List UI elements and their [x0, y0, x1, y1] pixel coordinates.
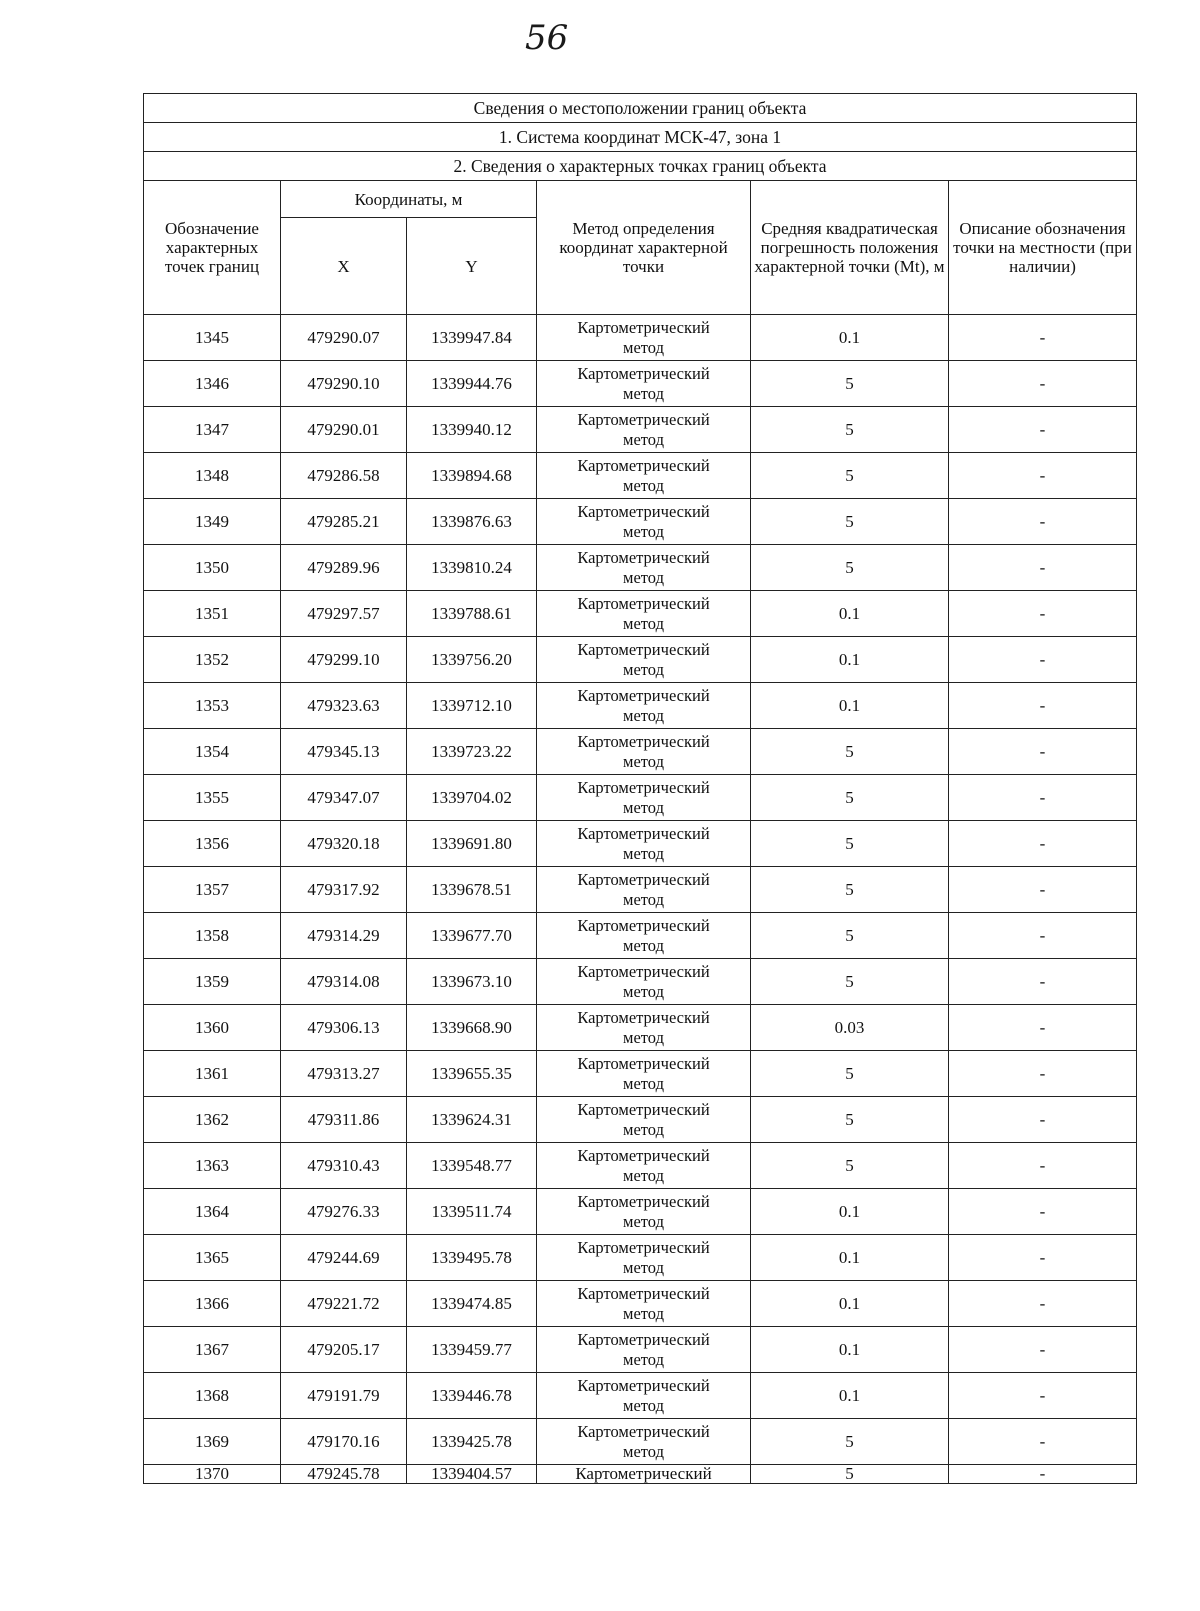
cell-method: [537, 1143, 751, 1189]
cell-description: -: [949, 1281, 1137, 1327]
cell-error: 0.03: [751, 1005, 949, 1051]
cell-point: 1346: [144, 361, 281, 407]
method-line-2: метод: [623, 1073, 664, 1093]
cell-method: [537, 913, 751, 959]
title-row-coord-system: [144, 123, 1137, 152]
cell-x: 479310.43: [281, 1143, 407, 1189]
cell-method: [537, 775, 751, 821]
method-line-2: метод: [623, 705, 664, 725]
method-line-2: метод: [623, 1303, 664, 1323]
table-row: [144, 1373, 1137, 1419]
method-line-2: метод: [623, 935, 664, 955]
cell-method: [537, 407, 751, 453]
table-row: [144, 1051, 1137, 1097]
table-row: [144, 499, 1137, 545]
cell-y: 1339944.76: [407, 361, 537, 407]
cell-method: [537, 499, 751, 545]
method-line-1: Картометрический: [577, 777, 710, 797]
method-line-2: метод: [623, 383, 664, 403]
cell-y: 1339788.61: [407, 591, 537, 637]
header-y: Y: [407, 218, 537, 315]
cell-description: -: [949, 1005, 1137, 1051]
table-row: [144, 1327, 1137, 1373]
table-row: [144, 1097, 1137, 1143]
method-line-2: метод: [623, 337, 664, 357]
cell-error: 0.1: [751, 637, 949, 683]
table-row: [144, 959, 1137, 1005]
cell-method: [537, 637, 751, 683]
cell-description: -: [949, 775, 1137, 821]
cell-description: -: [949, 683, 1137, 729]
cell-x: 479245.78: [281, 1465, 407, 1484]
cell-error: 5: [751, 867, 949, 913]
cell-method: Картометрический: [537, 1465, 751, 1484]
page-number: 56: [525, 18, 569, 58]
header-designation: Обозначение характерных точек границ: [144, 181, 281, 315]
cell-error: 0.1: [751, 1281, 949, 1327]
cell-y: 1339404.57: [407, 1465, 537, 1484]
method-line-1: Картометрический: [577, 1237, 710, 1257]
cell-y: 1339876.63: [407, 499, 537, 545]
method-line-1: Картометрический: [577, 1375, 710, 1395]
table-row: [144, 867, 1137, 913]
cell-error: 5: [751, 453, 949, 499]
cell-point: 1368: [144, 1373, 281, 1419]
cell-point: 1356: [144, 821, 281, 867]
cell-error: 0.1: [751, 591, 949, 637]
cell-point: 1365: [144, 1235, 281, 1281]
cell-error: 5: [751, 545, 949, 591]
method-line-2: метод: [623, 843, 664, 863]
cell-method: [537, 1097, 751, 1143]
method-line-2: метод: [623, 1027, 664, 1047]
cell-y: 1339511.74: [407, 1189, 537, 1235]
cell-method: [537, 453, 751, 499]
cell-point: 1358: [144, 913, 281, 959]
method-line-1: Картометрический: [577, 1329, 710, 1349]
cell-error: 0.1: [751, 1373, 949, 1419]
method-line-2: метод: [623, 1395, 664, 1415]
title-row-main: [144, 94, 1137, 123]
method-line-1: Картометрический: [577, 1191, 710, 1211]
cell-x: 479244.69: [281, 1235, 407, 1281]
cell-point: 1364: [144, 1189, 281, 1235]
cell-y: 1339810.24: [407, 545, 537, 591]
table-row: [144, 729, 1137, 775]
cell-point: 1366: [144, 1281, 281, 1327]
cell-x: 479323.63: [281, 683, 407, 729]
table-row: [144, 361, 1137, 407]
points-section-title: 2. Сведения о характерных точках границ объекта: [144, 152, 1137, 181]
cell-description: -: [949, 1235, 1137, 1281]
cell-y: 1339756.20: [407, 637, 537, 683]
header-row-1: [144, 181, 1137, 218]
table-row: [144, 407, 1137, 453]
cell-y: 1339947.84: [407, 315, 537, 361]
header-method: Метод определения координат характерной точки: [537, 181, 751, 315]
cell-x: 479191.79: [281, 1373, 407, 1419]
cell-x: 479290.01: [281, 407, 407, 453]
cell-point: 1355: [144, 775, 281, 821]
method-line-1: Картометрический: [577, 593, 710, 613]
cell-y: 1339459.77: [407, 1327, 537, 1373]
cell-y: 1339425.78: [407, 1419, 537, 1465]
method-line-1: Картометрический: [577, 363, 710, 383]
cell-point: 1359: [144, 959, 281, 1005]
cell-y: 1339548.77: [407, 1143, 537, 1189]
method-line-2: метод: [623, 751, 664, 771]
cell-point: 1351: [144, 591, 281, 637]
cell-description: -: [949, 1373, 1137, 1419]
cell-y: 1339691.80: [407, 821, 537, 867]
method-line-2: метод: [623, 613, 664, 633]
method-line-1: Картометрический: [577, 869, 710, 889]
cell-x: 479345.13: [281, 729, 407, 775]
cell-description: -: [949, 453, 1137, 499]
cell-method: [537, 729, 751, 775]
method-line-1: Картометрический: [577, 1145, 710, 1165]
method-line-1: Картометрический: [577, 823, 710, 843]
cell-point: 1352: [144, 637, 281, 683]
method-line-2: метод: [623, 1441, 664, 1461]
cell-y: 1339446.78: [407, 1373, 537, 1419]
cell-method: [537, 361, 751, 407]
cell-y: 1339712.10: [407, 683, 537, 729]
cell-point: 1347: [144, 407, 281, 453]
cell-error: 0.1: [751, 1327, 949, 1373]
cell-method: [537, 1281, 751, 1327]
cell-error: 5: [751, 1419, 949, 1465]
cell-y: 1339624.31: [407, 1097, 537, 1143]
method-line-1: Картометрический: [577, 409, 710, 429]
header-error: Средняя квадратическая погрешность положения характерной точки (Mt), м: [751, 181, 949, 315]
cell-x: 479289.96: [281, 545, 407, 591]
cell-description: -: [949, 1051, 1137, 1097]
table-row: [144, 1005, 1137, 1051]
cell-method: [537, 545, 751, 591]
cell-error: 0.1: [751, 1189, 949, 1235]
cell-error: 5: [751, 407, 949, 453]
cell-x: 479205.17: [281, 1327, 407, 1373]
cell-error: 5: [751, 1143, 949, 1189]
table-body: [144, 315, 1137, 1484]
cell-description: -: [949, 1419, 1137, 1465]
table-row: [144, 1143, 1137, 1189]
cell-method: [537, 959, 751, 1005]
table-row: [144, 1189, 1137, 1235]
cell-description: -: [949, 1465, 1137, 1484]
cell-error: 5: [751, 729, 949, 775]
cell-description: -: [949, 1143, 1137, 1189]
method-line-1: Картометрический: [577, 685, 710, 705]
method-line-1: Картометрический: [577, 501, 710, 521]
cell-description: -: [949, 867, 1137, 913]
cell-point: 1361: [144, 1051, 281, 1097]
cell-x: 479221.72: [281, 1281, 407, 1327]
cell-method: [537, 591, 751, 637]
cell-method: [537, 1189, 751, 1235]
cell-description: -: [949, 1189, 1137, 1235]
method-line-2: метод: [623, 1119, 664, 1139]
cell-error: 5: [751, 1465, 949, 1484]
cell-x: 479285.21: [281, 499, 407, 545]
cell-point: 1345: [144, 315, 281, 361]
cell-description: -: [949, 1097, 1137, 1143]
method-line-1: Картометрический: [577, 639, 710, 659]
cell-x: 479313.27: [281, 1051, 407, 1097]
method-line-1: Картометрический: [577, 1283, 710, 1303]
cell-description: -: [949, 1327, 1137, 1373]
cell-x: 479311.86: [281, 1097, 407, 1143]
cell-x: 479276.33: [281, 1189, 407, 1235]
table-row: [144, 1281, 1137, 1327]
method-line-2: метод: [623, 1165, 664, 1185]
cell-y: 1339678.51: [407, 867, 537, 913]
cell-y: 1339940.12: [407, 407, 537, 453]
cell-point: 1354: [144, 729, 281, 775]
coord-system-title: 1. Система координат МСК-47, зона 1: [144, 123, 1137, 152]
cell-error: 5: [751, 775, 949, 821]
table-row-partial: [144, 1465, 1137, 1484]
method-line-1: Картометрический: [577, 547, 710, 567]
cell-description: -: [949, 315, 1137, 361]
cell-y: 1339495.78: [407, 1235, 537, 1281]
method-line-2: метод: [623, 1349, 664, 1369]
cell-method: [537, 1419, 751, 1465]
cell-point: 1369: [144, 1419, 281, 1465]
cell-point: 1363: [144, 1143, 281, 1189]
cell-method: [537, 867, 751, 913]
cell-error: 5: [751, 913, 949, 959]
cell-description: -: [949, 591, 1137, 637]
cell-y: 1339723.22: [407, 729, 537, 775]
boundary-points-table: [143, 93, 1137, 1484]
cell-y: 1339677.70: [407, 913, 537, 959]
cell-method: [537, 1235, 751, 1281]
table-row: [144, 1235, 1137, 1281]
cell-y: 1339704.02: [407, 775, 537, 821]
method-line-1: Картометрический: [577, 1053, 710, 1073]
cell-point: 1348: [144, 453, 281, 499]
cell-description: -: [949, 499, 1137, 545]
table-row: [144, 315, 1137, 361]
cell-point: 1349: [144, 499, 281, 545]
cell-point: 1367: [144, 1327, 281, 1373]
table-row: [144, 821, 1137, 867]
method-line-1: Картометрический: [577, 731, 710, 751]
cell-description: -: [949, 637, 1137, 683]
cell-description: -: [949, 407, 1137, 453]
cell-y: 1339668.90: [407, 1005, 537, 1051]
table-row: [144, 683, 1137, 729]
table-row: [144, 913, 1137, 959]
method-line-2: метод: [623, 889, 664, 909]
cell-point: 1360: [144, 1005, 281, 1051]
cell-x: 479314.08: [281, 959, 407, 1005]
table-row: [144, 591, 1137, 637]
cell-error: 0.1: [751, 683, 949, 729]
cell-error: 0.1: [751, 1235, 949, 1281]
cell-y: 1339894.68: [407, 453, 537, 499]
cell-error: 5: [751, 361, 949, 407]
cell-y: 1339655.35: [407, 1051, 537, 1097]
cell-x: 479320.18: [281, 821, 407, 867]
method-line-2: метод: [623, 429, 664, 449]
method-line-1: Картометрический: [577, 1007, 710, 1027]
cell-point: 1370: [144, 1465, 281, 1484]
method-line-1: Картометрический: [577, 1099, 710, 1119]
header-x: X: [281, 218, 407, 315]
cell-description: -: [949, 821, 1137, 867]
cell-point: 1353: [144, 683, 281, 729]
cell-y: 1339673.10: [407, 959, 537, 1005]
cell-method: [537, 1327, 751, 1373]
cell-method: [537, 683, 751, 729]
cell-method: [537, 1005, 751, 1051]
method-line-2: метод: [623, 521, 664, 541]
cell-x: 479170.16: [281, 1419, 407, 1465]
table-title: Сведения о местоположении границ объекта: [144, 94, 1137, 123]
table-row: [144, 1419, 1137, 1465]
method-line-2: метод: [623, 981, 664, 1001]
cell-method: [537, 1051, 751, 1097]
cell-method: [537, 1373, 751, 1419]
cell-description: -: [949, 361, 1137, 407]
cell-method: [537, 315, 751, 361]
cell-x: 479317.92: [281, 867, 407, 913]
method-line-2: метод: [623, 567, 664, 587]
table-row: [144, 545, 1137, 591]
cell-x: 479347.07: [281, 775, 407, 821]
header-description: Описание обозначения точки на местности (при наличии): [949, 181, 1137, 315]
cell-x: 479286.58: [281, 453, 407, 499]
method-line-1: Картометрический: [577, 961, 710, 981]
cell-x: 479297.57: [281, 591, 407, 637]
method-line-1: Картометрический: [577, 317, 710, 337]
cell-x: 479306.13: [281, 1005, 407, 1051]
table-row: [144, 637, 1137, 683]
cell-y: 1339474.85: [407, 1281, 537, 1327]
cell-error: 5: [751, 1097, 949, 1143]
cell-x: 479290.10: [281, 361, 407, 407]
table-row: [144, 775, 1137, 821]
method-line-2: метод: [623, 1211, 664, 1231]
table-row: [144, 453, 1137, 499]
cell-point: 1362: [144, 1097, 281, 1143]
header-coordinates: Координаты, м: [281, 181, 537, 218]
cell-method: [537, 821, 751, 867]
cell-description: -: [949, 913, 1137, 959]
title-row-points: [144, 152, 1137, 181]
cell-error: 0.1: [751, 315, 949, 361]
method-line-2: метод: [623, 659, 664, 679]
cell-error: 5: [751, 821, 949, 867]
method-line-2: метод: [623, 1257, 664, 1277]
cell-error: 5: [751, 1051, 949, 1097]
method-line-1: Картометрический: [577, 1421, 710, 1441]
cell-point: 1350: [144, 545, 281, 591]
cell-description: -: [949, 959, 1137, 1005]
cell-description: -: [949, 545, 1137, 591]
method-line-1: Картометрический: [577, 455, 710, 475]
cell-error: 5: [751, 499, 949, 545]
cell-x: 479299.10: [281, 637, 407, 683]
cell-description: -: [949, 729, 1137, 775]
cell-x: 479314.29: [281, 913, 407, 959]
method-line-1: Картометрический: [577, 915, 710, 935]
cell-error: 5: [751, 959, 949, 1005]
cell-point: 1357: [144, 867, 281, 913]
method-line-2: метод: [623, 797, 664, 817]
method-line-2: метод: [623, 475, 664, 495]
cell-x: 479290.07: [281, 315, 407, 361]
